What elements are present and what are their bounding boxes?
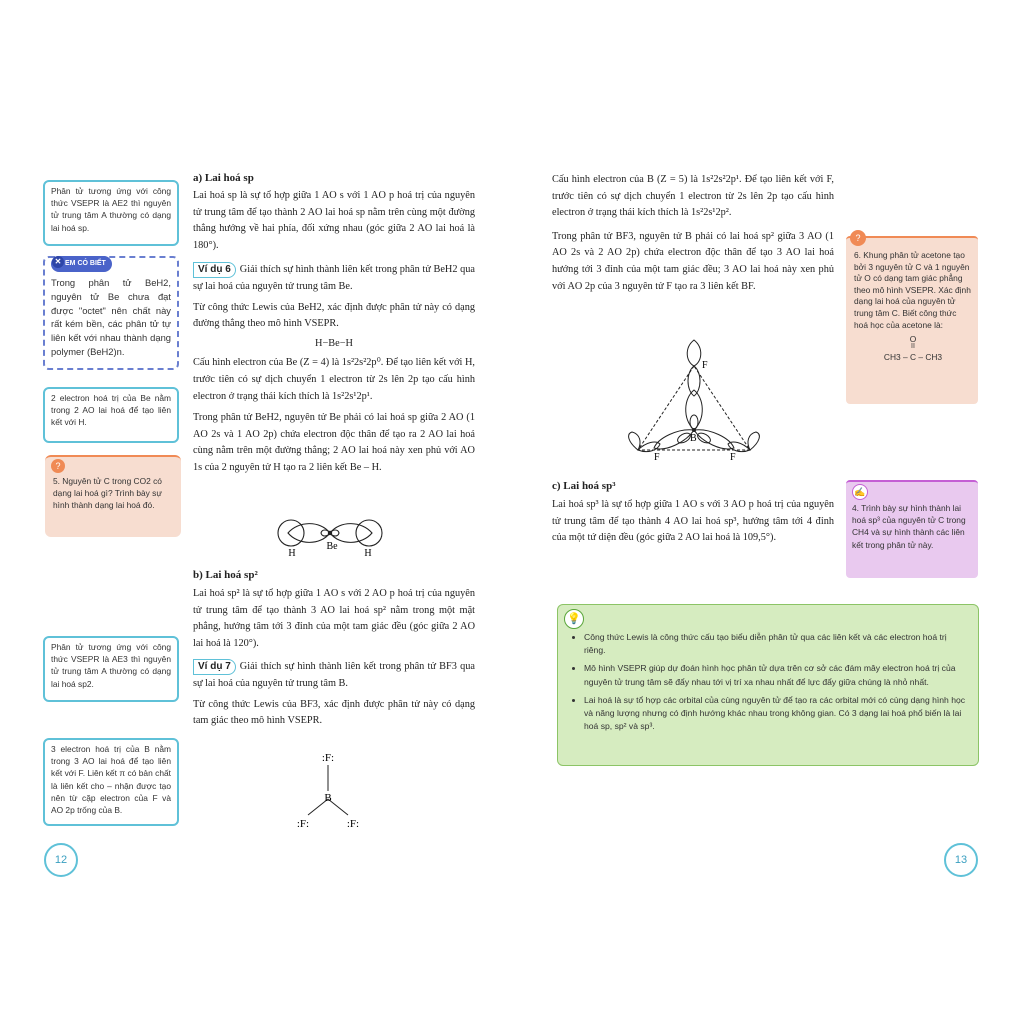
summary-item: • Công thức Lewis là công thức cấu tạo biểu diễn phân tử qua các liên kết và các electron hoá trị riêng. [584, 631, 968, 657]
heading-sp: a) Lai hoá sp [193, 172, 254, 184]
left-main-column-b [193, 569, 475, 730]
question-6-text: 6. Khung phân tử acetone tạo bởi 3 nguyên tử C và 1 nguyên tử O có dạng tam giác phẳng theo mô hình VSEPR. Xác định dạng lai hoá của nguyên tử trung tâm C. Biết công thức hoá học của acetone là: [854, 250, 971, 330]
lewis-f-left: :F: [296, 818, 310, 830]
sidebar-note-vsepr-sp2 [43, 636, 179, 702]
para-sp: Lai hoá sp là sự tổ hợp giữa 1 AO s với 1 AO p hoá trị của nguyên tử trung tâm để tạo thành 2 AO lai hoá sp nằm trên cùng một đường thẳng hướng về hai phía, đối xứng nhau (góc giữa 2 AO lai hoá là 180°). [193, 190, 475, 251]
h-1s-orbital-left [278, 520, 304, 546]
em-co-biet-label: EM CÓ BIẾT [65, 260, 106, 267]
task-4-box [846, 480, 978, 578]
note-text: Phân tử tương ứng với công thức VSEPR là AE3 thì nguyên tử trung tâm A thường có dạng lai hoá sp2. [51, 642, 171, 689]
heading-sp2: b) Lai hoá sp² [193, 569, 258, 581]
para-sp2: Lai hoá sp² là sự tổ hợp giữa 1 AO s với 2 AO p hoá trị của nguyên tử trung tâm để tạo thành 3 AO lai hoá sp² nằm trong một mặt phẳng, hướng tâm tới 3 đỉnh của một tam giác đều (góc giữa 2 AO lai hoá là 120°). [193, 588, 475, 649]
task-4-text: 4. Trình bày sự hình thành lai hoá sp³ của nguyên tử C trong CH4 và sự hình thành các liên kết trong phân tử này. [852, 503, 966, 550]
lewis-f-top: :F: [321, 752, 335, 764]
example-7-para1: Từ công thức Lewis của BF3, xác định được phân tử này có dạng tam giác theo mô hình VSEPR. [193, 698, 475, 727]
diagram-label-h-left: H [288, 548, 296, 559]
page-number-left [44, 843, 78, 877]
page-number-text: 12 [54, 854, 68, 866]
lightbulb-icon: 💡 [564, 609, 584, 629]
para-sp3: Lai hoá sp³ là sự tổ hợp giữa 1 AO s với 3 AO p hoá trị của nguyên tử trung tâm để tạo thành 4 AO lai hoá sp³, hướng tâm tới 4 đỉnh của một tứ diện đều (góc giữa 2 AO lai hoá là 109,5°). [552, 499, 834, 544]
lewis-b: B [324, 792, 332, 804]
summary-item: • Lai hoá là sự tổ hợp các orbital của cùng nguyên tử để tạo ra các orbital mới có cùng dạng hình học và năng lượng nhưng có định hướng khác nhau trong không gian. Có 3 dạng lai hoá phổ biến là lai hoá sp, sp² và sp³. [584, 694, 968, 734]
practice-icon: ✍ [852, 484, 868, 500]
lewis-f-right: :F: [346, 818, 360, 830]
right-para2: Trong phân tử BF3, nguyên tử B phải có lai hoá sp² giữa 3 AO (1 AO 2s và 2 AO 2p) chứa electron độc thân để tạo 3 AO lai hoá hướng tới 3 đỉnh của một tam giác đều; 3 AO lai hoá này xen phủ với AO 2p của 3 nguyên tử F tạo ra 3 liên kết BF. [552, 230, 834, 292]
summary-item: • Mô hình VSEPR giúp dự đoán hình học phân tử dựa trên cơ sở các đám mây electron hoá trị của nguyên tử trung tâm sẽ đẩy nhau tới vị trí xa nhau nhất để lực đẩy giữa chúng là nhỏ nhất. [584, 662, 968, 688]
orbital-label-f-left: F [654, 452, 660, 463]
note-text: Phân tử tương ứng với công thức VSEPR là AE2 thì nguyên tử trung tâm A thường có dạng lai hoá sp. [51, 186, 171, 233]
orbital-label-f-top: F [702, 360, 708, 371]
em-co-biet-box [43, 256, 179, 370]
example-7-text: Giải thích sự hình thành liên kết trong phân tử BF3 qua sự lai hoá của nguyên tử trung tâm B. [193, 661, 475, 689]
example-6-label: Ví dụ 6 [193, 262, 236, 278]
example-7-label: Ví dụ 7 [193, 659, 236, 675]
sp-orbital-left [288, 524, 330, 543]
em-co-biet-text: Trong phân tử BeH2, nguyên tử Be chưa đạt được "octet" nên chất này rất kém bền, các phân tử tự liên kết với nhau thành dạng polymer (BeH2)n. [51, 277, 171, 357]
right-main-column [552, 172, 834, 295]
note-text: 3 electron hoá trị của B nằm trong 3 AO lai hoá để tạo liên kết với F. Liên kết π có bản chất là liên kết cho – nhận được tạo nên từ cặp electron của F và AO 2p trống của B. [51, 744, 171, 816]
diagram-label-be: Be [326, 541, 338, 552]
heading-sp3: c) Lai hoá sp³ [552, 480, 616, 492]
summary-list [568, 631, 968, 733]
note-text: 2 electron hoá trị của Be nằm trong 2 AO lai hoá để tạo liên kết với H. [51, 393, 171, 428]
left-main-column [193, 172, 475, 477]
example-6-text: Giải thích sự hình thành liên kết trong phân tử BeH2 qua sự lai hoá của nguyên tử trung tâm Be. [193, 264, 475, 292]
right-main-column-c [552, 480, 834, 547]
summary-box [557, 604, 979, 766]
acetone-o: O [909, 334, 917, 345]
acetone-chain: CH3 – C – CH3 [883, 352, 943, 363]
question-text: 5. Nguyên tử C trong CO2 có dạng lai hoá gì? Trình bày sự hình thành dạng lai hoá đó. [53, 476, 162, 511]
page-number-right [944, 843, 978, 877]
example-6-para1: Từ công thức Lewis của BeH2, xác định được phân tử này có dạng đường thẳng theo mô hình VSEPR. [193, 301, 475, 330]
acetone-formula [854, 335, 972, 361]
question-6-box [846, 233, 978, 404]
example-6-para2: Cấu hình electron của Be (Z = 4) là 1s²2s²2p⁰. Để tạo liên kết với H, trước tiên có sự dịch chuyển 1 electron từ 2s lên 2p tạo cấu hình electron ở trạng thái kích thích là 1s²2s¹2p¹. [193, 357, 475, 402]
question-icon: ? [51, 459, 65, 473]
question-icon: ? [850, 230, 866, 246]
sp-orbital-right [330, 524, 372, 543]
example-6 [193, 262, 475, 295]
right-para1: Cấu hình electron của B (Z = 5) là 1s²2s²2p¹. Để tạo liên kết với F, trước tiên có sự dịch chuyển 1 electron từ 2s lên 2p tạo cấu hình electron ở trạng thái kích thích là 1s²2s¹2p². [552, 174, 834, 219]
orbital-label-f-right: F [730, 452, 736, 463]
sidebar-note-vsepr-sp [43, 180, 179, 246]
acetone-double-bond: II [911, 343, 915, 351]
sidebar-note-b-electrons [43, 738, 179, 826]
formula-beh2: H−Be−H [315, 337, 353, 349]
beh2-orbital-diagram [272, 513, 392, 559]
sidebar-note-be-electrons [43, 387, 179, 443]
h-1s-orbital-right [356, 520, 382, 546]
example-6-para3: Trong phân tử BeH2, nguyên tử Be phải có lai hoá sp giữa 2 AO (1 AO 2s và 1 AO 2p) chứa electron độc thân để tạo ra 2 AO lai hoá cùng nằm trên một đường thẳng; 2 AO lai hoá này xen phủ với AO 1s của 2 nguyên tử H tạo ra 2 liên kết Be – H. [193, 412, 475, 473]
orbital-label-b: B [690, 433, 697, 444]
em-co-biet-badge [51, 256, 112, 272]
example-7 [193, 659, 475, 692]
bf3-orbital-diagram [624, 338, 764, 466]
question-5-box [45, 455, 181, 537]
diagram-label-h-right: H [364, 548, 372, 559]
page-number-text: 13 [954, 854, 968, 866]
bf3-lewis-structure [288, 745, 368, 831]
info-icon: ✕ [52, 256, 64, 268]
